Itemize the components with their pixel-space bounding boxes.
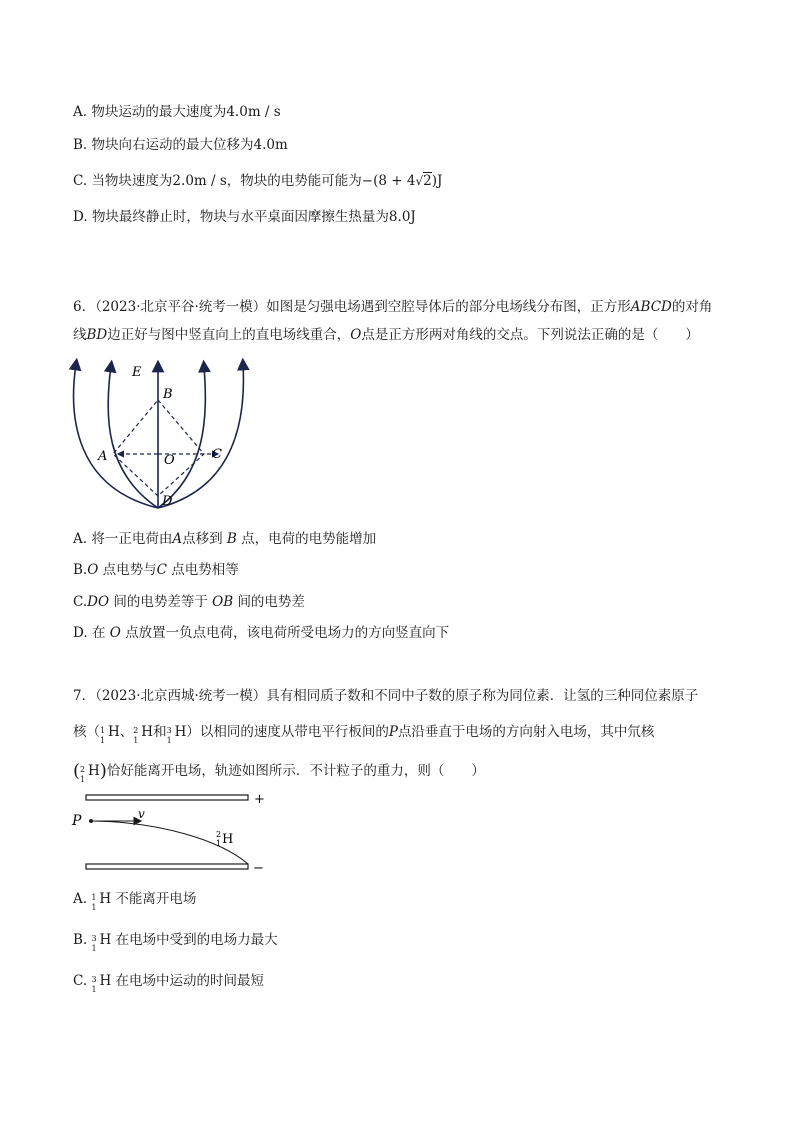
plus-sign: + [254, 792, 265, 807]
q5-option-c: C. 当物块速度为2.0m / s，物块的电势能可能为−(8 + 4√2)J [73, 173, 443, 189]
q6-option-a: A. 将一正电荷由A点移到 B 点，电荷的电势能增加 [73, 531, 377, 547]
label-a: A [98, 449, 108, 464]
q7-stem-line2: 核（ 1 1 H、 2 1 H和 3 1 H）以相同的速度从带电平行板间的P点沿垂直于电场的方向射入电场，其中氘核 [73, 724, 655, 745]
q6-option-b: B.O 点电势与C 点电势相等 [73, 562, 239, 578]
label-p: P [72, 813, 82, 829]
label-e: E [132, 365, 142, 380]
label-o: O [164, 453, 175, 468]
label-b: B [163, 387, 173, 402]
top-plate [86, 795, 248, 800]
q6-field-figure [66, 358, 266, 518]
q6-stem: 6．（2023·北京平谷·统考一模）如图是匀强电场遇到空腔导体后的部分电场线分布图，正方形ABCD的对角线BD边正好与图中竖直向上的直电场线重合，O点是正方形两对角线的交点。下列说法正确的是（ ） [73, 299, 713, 343]
bottom-plate [86, 864, 248, 869]
q7-stem-line1: 7．（2023·北京西城·统考一模）具有相同质子数和不同中子数的原子称为同位素．让氢的三种同位素原子 [73, 688, 699, 704]
q6-option-c: C.DO 间的电势差等于 OB 间的电势差 [73, 594, 305, 610]
q7-option-a: A. 1 1 H 不能离开电场 [73, 891, 197, 912]
label-c: C [212, 447, 222, 462]
minus-sign: − [253, 861, 264, 876]
q7-option-b: B. 3 1 H 在电场中受到的电场力最大 [73, 932, 278, 953]
q5-option-a: A. 物块运动的最大速度为4.0m / s [73, 104, 281, 120]
label-v: v [138, 807, 145, 821]
label-d: D [162, 494, 173, 509]
q7-stem-line3: ( 2 1 H)恰好能离开电场，轨迹如图所示．不计粒子的重力，则（ ） [73, 760, 485, 784]
svg-text:2: 2 [216, 830, 222, 839]
q7-option-c: C. 3 1 H 在电场中运动的时间最短 [73, 973, 265, 994]
formula: −(8 + 4√2)J [361, 173, 443, 189]
q6-option-d: D. 在 O 点放置一负点电荷，该电荷所受电场力的方向竖直向下 [73, 625, 450, 641]
q5-option-b: B. 物块向右运动的最大位移为4.0m [73, 137, 288, 153]
q7-plates-figure [70, 790, 270, 880]
q5-option-d: D. 物块最终静止时，物块与水平桌面因摩擦生热量为8.0J [73, 209, 416, 225]
svg-text:1: 1 [216, 839, 222, 848]
svg-text:H: H [222, 832, 234, 847]
